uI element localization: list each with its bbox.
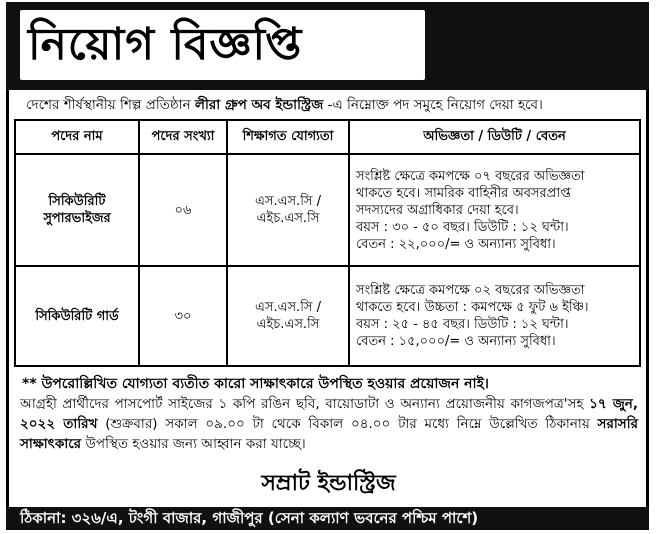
post-name: সিকিউরিটি সুপারভাইজর: [15, 154, 139, 266]
table-header-row: [15, 120, 640, 154]
table-row: [15, 154, 640, 266]
col-header-experience: অভিজ্ঞতা / ডিউটি / বেতন: [349, 120, 640, 154]
company-name-highlight: লীরা গ্রুপ অব ইন্ডাস্ট্রিজ: [194, 97, 324, 113]
intro-text: দেশের শীর্ষস্থানীয় শিল্প প্রতিষ্ঠান লীরা গ্রুপ অব ইন্ডাস্ট্রিজ -এ নিম্নোক্ত পদ সমুহে নিয়োগ দেয়া হবে।: [26, 97, 543, 113]
interview-date: ১৭ জুন, ২০২২ তারিখ: [20, 396, 638, 432]
col-header-count: পদের সংখ্যা: [139, 120, 227, 154]
address-bar: ঠিকানা: ৩২৬/এ, টংগী বাজার, গাজীপুর (সেনা কল্যাণ ভবনের পশ্চিম পাশে): [6, 507, 649, 530]
company-signature: সম্রাট ইন্ডাস্ট্রিজ: [261, 471, 396, 496]
notice-title: নিয়োগ বিজ্ঞপ্তি: [20, 10, 425, 80]
vacancy-table: [14, 119, 641, 367]
col-header-post: পদের নাম: [15, 120, 139, 154]
post-name: সিকিউরিটি গার্ড: [15, 266, 139, 366]
post-requirements: সংশ্লিষ্ট ক্ষেত্রে কমপক্ষে ০৭ বছরের অভিজ্ঞতা থাকতে হবে। সামরিক বাহিনীর অবসরপ্রাপ্ত সদস্যদের অগ্রাধিকার দেয়া হবে। বয়স : ৩০ - ৫০ বছর। ডিউটি : ১২ ঘন্টা। বেতন : ২২,০০০/= ও অন্যান্য সুবিধা।: [349, 154, 640, 266]
direct-interview-highlight: সরাসরি সাক্ষাৎকারে: [20, 416, 638, 452]
eligibility-note: ** উপরোল্লিখিত যোগ্যতা ব্যতীত কারো সাক্ষাৎকারে উপস্থিত হওয়ার প্রয়োজন নাই।: [22, 376, 489, 392]
post-education: এস.এস.সি / এইচ.এস.সি: [227, 154, 349, 266]
application-instructions: আগ্রহী প্রার্থীদের পাসপোর্ট সাইজের ১ কপি রঙিন ছবি, বায়োডাটা ও অন্যান্য প্রয়োজনীয় কাগজপত্র'সহ ১৭ জুন, ২০২২ তারিখ (শুক্রবার) সকাল ০৯.০০ টা থেকে বিকাল ০৪.০০ টার মধ্যে নিম্নে উল্লেখিত ঠিকানায় সরাসরি সাক্ষাৎকারে উপস্থিত হওয়ার জন্য আহ্বান করা যাচ্ছে।: [20, 396, 638, 452]
col-header-education: শিক্ষাগত যোগ্যতা: [227, 120, 349, 154]
post-count: ০৬: [139, 154, 227, 266]
header-banner: [6, 2, 649, 90]
post-requirements: সংশ্লিষ্ট ক্ষেত্রে কমপক্ষে ০২ বছরের অভিজ্ঞতা থাকতে হবে। উচ্চতা : কমপক্ষে ৫ ফুট ৬ ইঞ্চি। বয়স : ২৫ - ৪৫ বছর। ডিউটি : ১২ ঘন্টা। বেতন : ১৫,০০০/= ও অন্যান্য সুবিধা।: [349, 266, 640, 366]
table-row: [15, 266, 640, 366]
post-count: ৩০: [139, 266, 227, 366]
post-education: এস.এস.সি / এইচ.এস.সি: [227, 266, 349, 366]
